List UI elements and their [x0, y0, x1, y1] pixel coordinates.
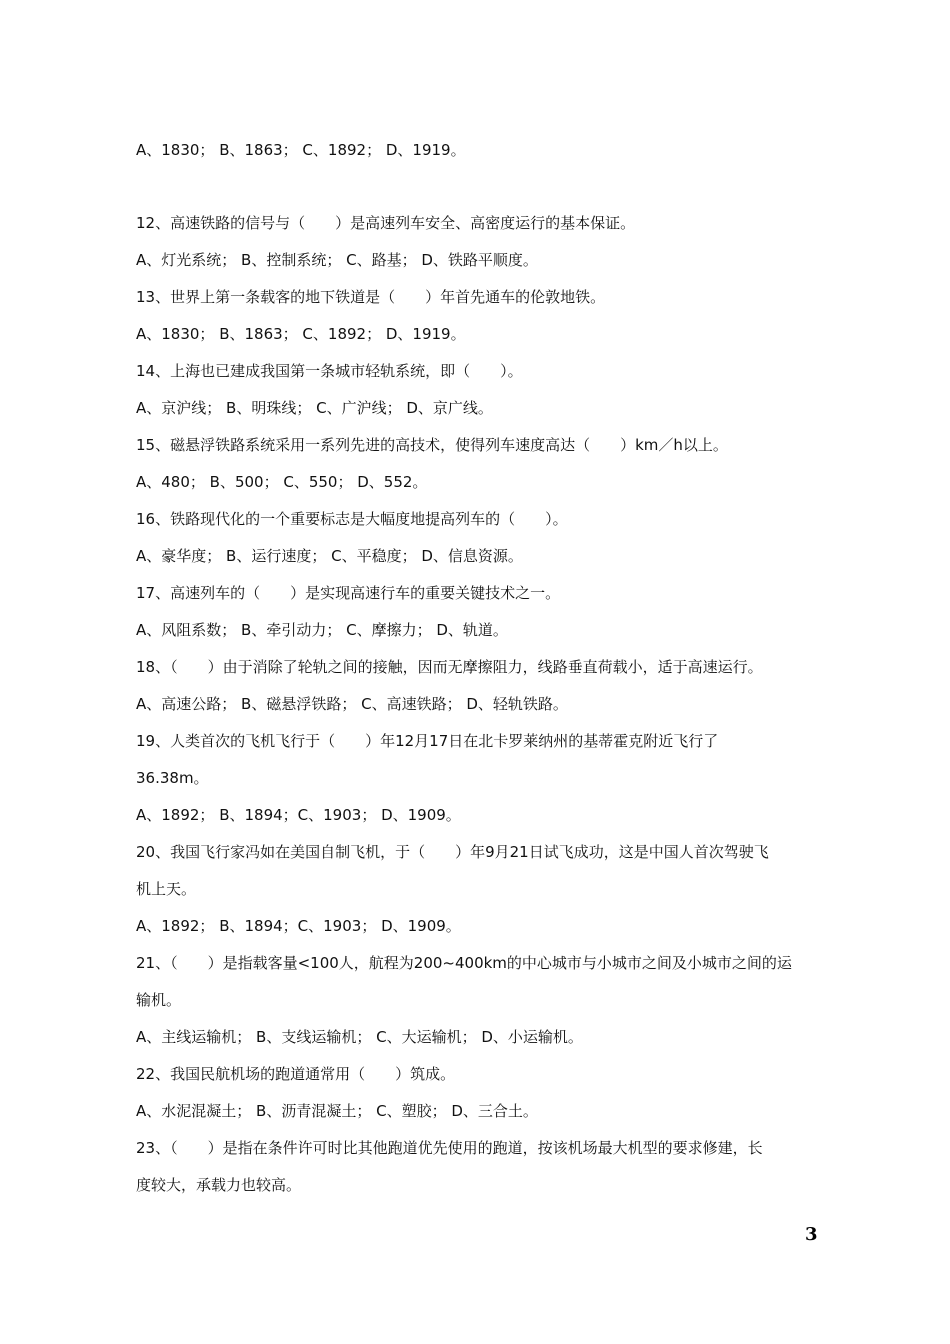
text-line: 12、高速铁路的信号与（ ）是高速列车安全、高密度运行的基本保证。: [136, 214, 636, 232]
text-line: A、京沪线； B、明珠线； C、广沪线； D、京广线。: [136, 399, 493, 417]
text-line: 度较大，承载力也较高。: [136, 1176, 302, 1194]
text-line: A、480； B、500； C、550； D、552。: [136, 473, 428, 491]
text-line: 22、我国民航机场的跑道通常用（ ）筑成。: [136, 1065, 456, 1083]
text-line: 15、磁悬浮铁路系统采用一系列先进的高技术，使得列车速度高达（ ）km／h以上。: [136, 436, 728, 454]
text-line: 输机。: [136, 991, 182, 1009]
text-line: 19、人类首次的飞机飞行于（ ）年12月17日在北卡罗莱纳州的基蒂霍克附近飞行了: [136, 732, 719, 750]
text-line: 16、铁路现代化的一个重要标志是大幅度地提高列车的（ ）。: [136, 510, 568, 528]
text-line: A、灯光系统； B、控制系统； C、路基； D、铁路平顺度。: [136, 251, 538, 269]
text-line: A、豪华度； B、运行速度； C、平稳度； D、信息资源。: [136, 547, 523, 565]
text-line: A、高速公路； B、磁悬浮铁路； C、高速铁路； D、轻轨铁路。: [136, 695, 568, 713]
text-line: 23、（ ）是指在条件许可时比其他跑道优先使用的跑道，按该机场最大机型的要求修建，长: [136, 1139, 763, 1157]
text-line: A、风阻系数； B、牵引动力； C、摩擦力； D、轨道。: [136, 621, 508, 639]
text-line: A、1830； B、1863； C、1892； D、1919。: [136, 325, 466, 343]
text-line: 36.38m。: [136, 769, 209, 787]
text-line: A、水泥混凝土； B、沥青混凝土； C、塑胶； D、三合土。: [136, 1102, 538, 1120]
text-line: 17、高速列车的（ ）是实现高速行车的重要关键技术之一。: [136, 584, 561, 602]
text-line: A、1892； B、1894；C、1903； D、1909。: [136, 917, 461, 935]
text-line: 18、（ ）由于消除了轮轨之间的接触，因而无摩擦阻力，线路垂直荷载小，适于高速运行。: [136, 658, 763, 676]
text-line: A、1830； B、1863； C、1892； D、1919。: [136, 141, 466, 159]
text-line: 20、我国飞行家冯如在美国自制飞机，于（ ）年9月21日试飞成功，这是中国人首次驾驶飞: [136, 843, 769, 861]
text-line: A、主线运输机； B、支线运输机； C、大运输机； D、小运输机。: [136, 1028, 583, 1046]
text-line: A、1892； B、1894；C、1903； D、1909。: [136, 806, 461, 824]
text-line: 13、世界上第一条载客的地下铁道是（ ）年首先通车的伦敦地铁。: [136, 288, 606, 306]
text-line: 14、上海也已建成我国第一条城市轻轨系统，即（ ）。: [136, 362, 523, 380]
page-number: 3: [805, 1224, 818, 1245]
text-line: 21、（ ）是指载客量<100人，航程为200~400km的中心城市与小城市之间及小城市之间的运: [136, 954, 792, 972]
text-line: 机上天。: [136, 880, 197, 898]
